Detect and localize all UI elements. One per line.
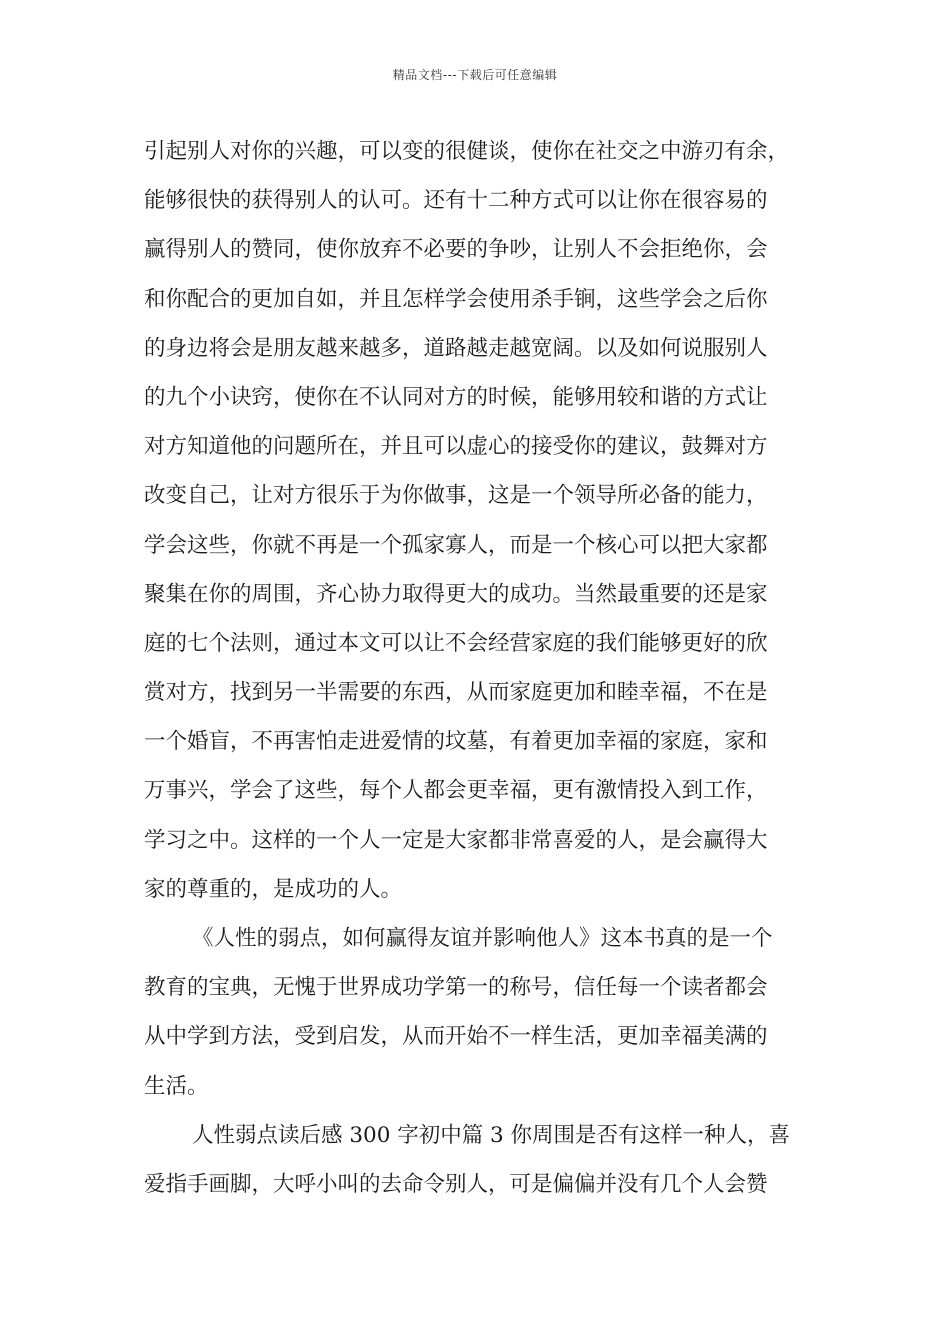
text-line: 一个婚盲，不再害怕走进爱情的坟墓，有着更加幸福的家庭，家和 [144,729,768,755]
text-line: 教育的宝典，无愧于世界成功学第一的称号，信任每一个读者都会 [144,975,768,1001]
text-line: 对方知道他的问题所在，并且可以虚心的接受你的建议，鼓舞对方 [144,434,768,460]
text-line: 庭的七个法则，通过本文可以让不会经营家庭的我们能够更好的欣 [144,630,768,656]
text-line: 人性弱点读后感 300 字初中篇 3 你周围是否有这样一种人，喜 [192,1122,791,1148]
text-line: 改变自己，让对方很乐于为你做事，这是一个领导所必备的能力， [144,483,768,509]
text-line: 赢得别人的赞同，使你放弃不必要的争吵，让别人不会拒绝你，会 [144,237,768,263]
text-line: 的九个小诀窍，使你在不认同对方的时候，能够用较和谐的方式让 [144,384,768,410]
text-line: 聚集在你的周围，齐心协力取得更大的成功。当然最重要的还是家 [144,581,768,607]
text-line: 引起别人对你的兴趣，可以变的很健谈，使你在社交之中游刃有余， [144,139,790,164]
text-line: 能够很快的获得别人的认可。还有十二种方式可以让你在很容易的 [144,188,768,214]
text-line: 从中学到方法，受到启发，从而开始不一样生活，更加幸福美满的 [144,1024,768,1050]
text-line: 爱指手画脚，大呼小叫的去命令别人，可是偏偏并没有几个人会赞 [144,1171,768,1197]
text-line: 学会这些，你就不再是一个孤家寡人，而是一个核心可以把大家都 [144,532,768,558]
text-line: 《人性的弱点，如何赢得友谊并影响他人》这本书真的是一个 [192,926,773,951]
page-header: 精品文档---下载后可任意编辑 [392,68,558,82]
body-text [144,127,824,1209]
text-line: 万事兴，学会了这些，每个人都会更幸福，更有激情投入到工作， [144,778,768,804]
text-line: 家的尊重的，是成功的人。 [144,876,403,902]
text-line: 学习之中。这样的一个人一定是大家都非常喜爱的人，是会赢得大 [144,827,768,853]
text-line: 的身边将会是朋友越来越多，道路越走越宽阔。以及如何说服别人 [144,335,768,361]
text-line: 赏对方，找到另一半需要的东西，从而家庭更加和睦幸福，不在是 [144,680,768,706]
text-line: 生活。 [144,1073,209,1099]
text-line: 和你配合的更加自如，并且怎样学会使用杀手锏，这些学会之后你 [144,286,768,312]
